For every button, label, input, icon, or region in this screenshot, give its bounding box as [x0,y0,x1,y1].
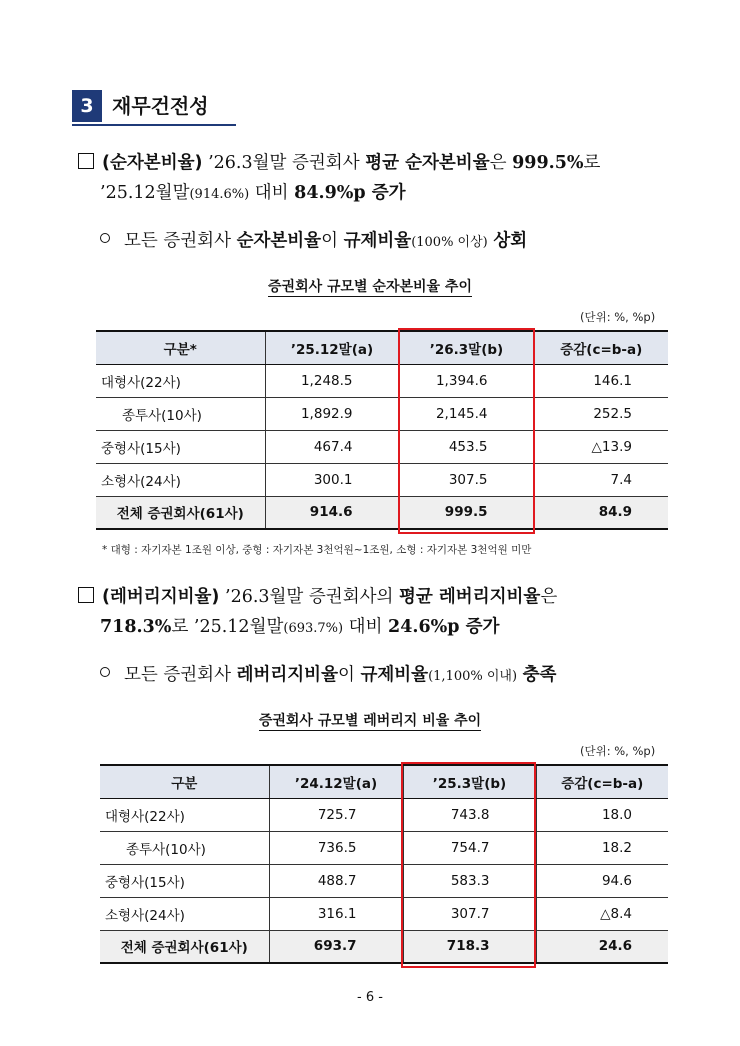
col-header: 구분* [96,331,265,364]
table1-title-text: 증권회사 규모별 순자본비율 추이 [268,279,472,295]
bullet1-emph: 규제비율 [343,231,412,251]
bullet2-emph: 충족 [522,665,557,685]
cell: 914.6 [265,496,399,529]
para2-text: 은 [540,587,558,607]
section-number-badge: 3 [72,90,102,122]
col-header: 증감(c=b-a) [534,331,668,364]
cell: 718.3 [403,930,536,963]
row-label: 전체 증권회사(61사) [96,496,265,529]
checkbox-square-icon [78,153,94,169]
para2-text: ’26.3월말 증권회사의 [219,587,399,607]
section-title: 재무건전성 [112,94,209,118]
highlight-box-column [401,762,536,968]
checkbox-square-icon [78,587,94,603]
page-number: - 6 - [357,990,383,1005]
para2-line2 [100,614,499,642]
cell: 488.7 [269,864,403,897]
cell: 754.7 [403,831,536,864]
cell: 7.4 [534,463,668,496]
cell: 252.5 [534,397,668,430]
bullet-circle-icon [100,667,110,677]
table-row [96,397,668,430]
para2-value: 718.3% [100,617,172,637]
cell: 84.9 [534,496,668,529]
table2-unit: (단위: %, %p) [580,744,656,758]
para1-text: ’26.3월말 증권회사 [202,153,366,173]
para1-value: 999.5% [512,153,584,173]
table-header-row [100,765,668,798]
row-label: 소형사(24사) [96,463,265,496]
section-header [72,90,236,126]
cell: 725.7 [269,798,403,831]
table1 [96,330,668,530]
cell: 146.1 [534,364,668,397]
col-header: ’25.3말(b) [403,765,536,798]
bullet2-emph: 규제비율 [360,665,429,685]
cell: 467.4 [265,430,399,463]
cell: 736.5 [269,831,403,864]
table1-unit: (단위: %, %p) [580,310,656,324]
table-row [96,364,668,397]
table-row [96,463,668,496]
row-label: 종투사(10사) [100,831,269,864]
table-total-row [100,930,668,963]
bullet-circle-icon [100,233,110,243]
table-row [96,430,668,463]
para1-line2 [100,180,406,208]
row-label: 종투사(10사) [96,397,265,430]
bullet2-note: (1,100% 이내) [428,669,518,684]
cell: 583.3 [403,864,536,897]
para1-change: 84.9%p 증가 [294,183,406,203]
para1-text: 은 [489,153,513,173]
cell: 1,892.9 [265,397,399,430]
para2-prev-value: (693.7%) [283,621,344,636]
table-row [100,864,668,897]
cell: △8.4 [536,897,668,930]
cell: 1,248.5 [265,364,399,397]
cell: 307.5 [399,463,534,496]
cell: 453.5 [399,430,534,463]
bullet2-text: 모든 증권회사 [124,665,237,685]
bullet1-emph: 상회 [493,231,528,251]
table-row [100,897,668,930]
cell: 18.0 [536,798,668,831]
table2-title [0,710,740,730]
col-header: 구분 [100,765,269,798]
para1-emph: 평균 순자본비율 [365,153,490,173]
col-header: ’26.3말(b) [399,331,534,364]
table-total-row [96,496,668,529]
para1-line1 [78,150,600,176]
para2-change: 24.6%p 증가 [388,617,500,637]
cell: 316.1 [269,897,403,930]
para1-tag: (순자본비율) [102,153,203,173]
cell: 24.6 [536,930,668,963]
para2-tag: (레버리지비율) [102,587,220,607]
col-header: ’24.12말(a) [269,765,403,798]
cell: 1,394.6 [399,364,534,397]
col-header: 증감(c=b-a) [536,765,668,798]
table2-title-text: 증권회사 규모별 레버리지 비율 추이 [258,713,482,729]
bullet1-note: (100% 이상) [411,235,488,250]
bullet1-text: 모든 증권회사 [124,231,237,251]
cell: 743.8 [403,798,536,831]
table-header-row [96,331,668,364]
highlight-box-column [398,328,535,534]
row-label: 대형사(22사) [100,798,269,831]
table1-footnote: * 대형 : 자기자본 1조원 이상, 중형 : 자기자본 3천억원~1조원, 소형 : 자기자본 3천억원 미만 [102,544,532,556]
para2-line1 [78,584,557,610]
bullet1-emph: 순자본비율 [236,231,322,251]
table1-title [0,276,740,296]
col-header: ’25.12말(a) [265,331,399,364]
table2 [100,764,668,964]
table-row [100,798,668,831]
cell: 307.7 [403,897,536,930]
para1-text: 대비 [249,183,295,203]
cell: 18.2 [536,831,668,864]
cell: △13.9 [534,430,668,463]
bullet1 [100,228,527,256]
row-label: 소형사(24사) [100,897,269,930]
cell: 693.7 [269,930,403,963]
row-label: 중형사(15사) [100,864,269,897]
para1-prev-value: (914.6%) [189,187,250,202]
table-row [100,831,668,864]
para2-text: 로 ’25.12월말 [171,617,284,637]
row-label: 중형사(15사) [96,430,265,463]
cell: 300.1 [265,463,399,496]
bullet2 [100,662,556,690]
para2-text: 대비 [343,617,389,637]
para1-text: ’25.12월말 [100,183,190,203]
row-label: 대형사(22사) [96,364,265,397]
bullet2-text: 이 [338,665,361,685]
row-label: 전체 증권회사(61사) [100,930,269,963]
cell: 999.5 [399,496,534,529]
bullet2-emph: 레버리지비율 [236,665,338,685]
bullet1-text: 이 [321,231,344,251]
para2-emph: 평균 레버리지비율 [399,587,541,607]
cell: 2,145.4 [399,397,534,430]
cell: 94.6 [536,864,668,897]
para1-text: 로 [583,153,601,173]
